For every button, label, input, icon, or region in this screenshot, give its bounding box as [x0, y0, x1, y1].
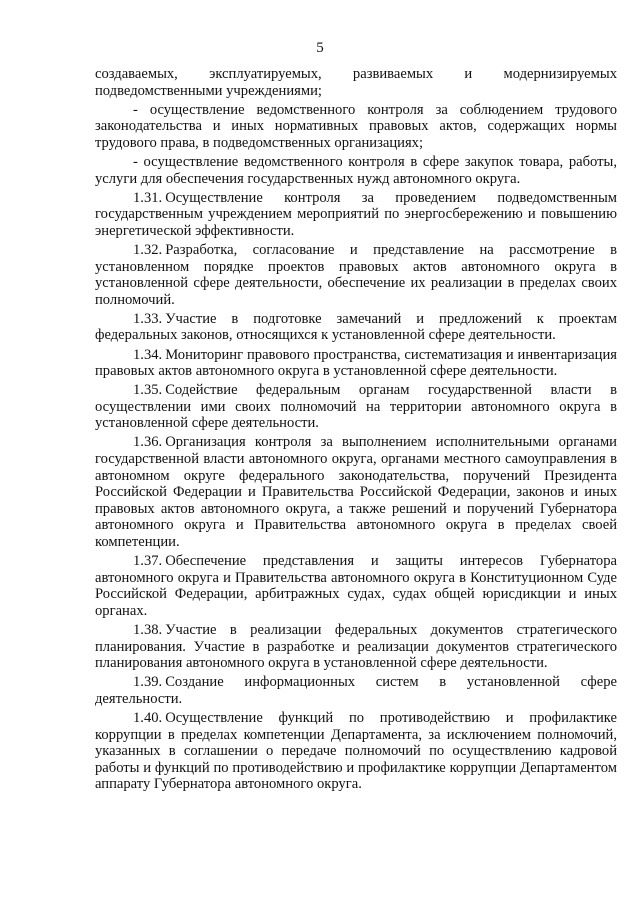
clause-number: 1.35. — [133, 382, 163, 399]
paragraph-text: - осуществление ведомственного контроля в сфере закупок товара, работы, услуги для обеспечения государственных нужд автономного округа. — [95, 153, 617, 187]
paragraph — [95, 311, 617, 344]
paragraph — [95, 553, 617, 619]
clause-number: 1.33. — [133, 310, 163, 327]
clause-number: 1.36. — [133, 434, 163, 451]
clause-number: 1.39. — [133, 674, 163, 691]
paragraph — [95, 382, 617, 432]
paragraph — [95, 154, 617, 187]
paragraph — [95, 190, 617, 240]
paragraph-text: создаваемых, эксплуатируемых, развиваемых и модернизируемых подведомственными учреждениями; — [95, 66, 617, 99]
paragraph — [95, 434, 617, 550]
paragraph-text: Обеспечение представления и защиты интересов Губернатора автономного округа и Правительства автономного округа в Конституционном Суде Российской Федерации, арбитражных судах, судах общей юрисдикции и иных органах. — [95, 553, 617, 619]
paragraph-text: Осуществление функций по противодействию и профилактике коррупции в пределах компетенции Департамента, за исключением полномочий, указанных в соглашении о передаче полномочий по осуществлению кадровой работы и функций по противодействию и профилактике коррупции Департаментом аппарату Губернатора автономного округа. — [95, 709, 617, 793]
paragraph-text: - осуществление ведомственного контроля за соблюдением трудового законодательства и иных нормативных правовых актов, содержащих нормы трудового права, в подведомственных организациях; — [95, 101, 617, 151]
paragraph-text: Разработка, согласование и представление на рассмотрение в установленном порядке проектов правовых актов автономного округа в установленной сфере деятельности, обеспечение их реализации в пределах своих полномочий. — [95, 241, 617, 308]
clause-number: 1.31. — [133, 189, 163, 206]
paragraph-text: Мониторинг правового пространства, систематизация и инвентаризация правовых актов автономного округа в установленной сфере деятельности. — [95, 346, 617, 380]
paragraph — [95, 710, 617, 793]
paragraph — [95, 242, 617, 308]
paragraph — [95, 674, 617, 707]
paragraph — [95, 347, 617, 380]
clause-number: 1.37. — [133, 553, 163, 570]
paragraph-text: Создание информационных систем в установленной сфере деятельности. — [95, 674, 617, 707]
paragraph — [95, 622, 617, 672]
paragraph — [95, 102, 617, 152]
paragraph — [95, 66, 617, 99]
document-body — [95, 66, 617, 793]
clause-number: 1.32. — [133, 241, 163, 258]
clause-number: 1.38. — [133, 622, 163, 638]
paragraph-text: Участие в реализации федеральных документов стратегического планирования. Участие в разработке и реализации документов стратегического планирования автономного округа в установленной сфере деятельности. — [95, 622, 617, 672]
clause-number: 1.34. — [133, 346, 163, 363]
paragraph-text: Организация контроля за выполнением исполнительными органами государственной власти автономного округа, органами местного самоуправления в автономном округе федерального законодательства, поручений Президента Российской Федерации и Правительства Российской Федерации, законов и иных правовых актов автономного округа, а также решений и поручений Губернатора автономного округа и Правительства автономного округа в пределах своей компетенции. — [95, 434, 617, 551]
paragraph-text: Участие в подготовке замечаний и предложений к проектам федеральных законов, относящихся к установленной сфере деятельности. — [95, 310, 617, 344]
paragraph-text: Осуществление контроля за проведением подведомственным государственным учреждением мероприятий по энергосбережению и повышению энергетической эффективности. — [95, 189, 617, 239]
clause-number: 1.40. — [133, 709, 163, 726]
page-number: 5 — [316, 40, 324, 56]
paragraph-text: Содействие федеральным органам государственной власти в осуществлении ими своих полномочий на территории автономного округа в установленной сфере деятельности. — [95, 382, 617, 432]
